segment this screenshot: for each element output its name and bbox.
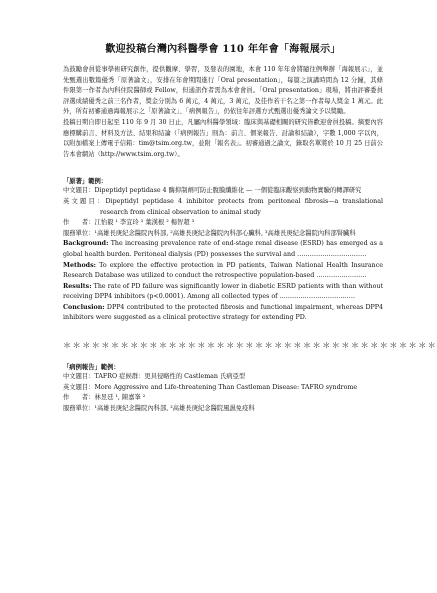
document-page (63, 34, 437, 414)
methods-label: Methods: (63, 261, 96, 269)
example1-en-label: 英文題目： (63, 197, 106, 205)
example1-units-row (63, 229, 383, 240)
example1-en-title-row (63, 197, 383, 218)
example2-unit-label: 服務單位： (63, 404, 95, 412)
example2-authors-row (63, 393, 383, 404)
example1-heading: 「原著」範例： (63, 178, 108, 186)
example2-en-label: 英文題目： (63, 383, 95, 391)
example1-results (63, 282, 383, 303)
intro-paragraph-1: 為鼓勵會員從事學術研究創作，提供觀摩、學習，及發表的園地，本會 110 年年會將隨往例舉辦「海報展示」，並先甄選出數篇優秀「原著論文」，安排在年會期間進行「Oral presentation」，每篇之演講時間為 12 分鐘，其條件限第一作者為內科住院醫師或 Fellow，但通訊作者需為本會會員。「Oral presentation」現場，將由評審委員評選成績優秀之前三名作者，獎金分別為 6 萬元，4 萬元，3 萬元，及佳作若干名之第一作者每人獎金 1 萬元。此外，所有初審通過海報展示之「原著論文」、「病例報告」，仍依往年評選方式甄選出優秀論文予以獎勵。 (63, 66, 383, 116)
example1-background (63, 239, 383, 260)
example1-en-title: Dipeptidyl peptidase 4 inhibitor protects from peritoneal fibrosis—a translational research from clinical observation to animal study (100, 197, 384, 216)
example2-zh-title-row (63, 372, 383, 383)
example1-units: ¹高雄長庚紀念醫院內科部, ²高雄長庚紀念醫院內科部心臟科, ³高雄長庚紀念醫院內科部腎臟科 (94, 229, 356, 237)
conclusion-label: Conclusion: (63, 303, 105, 311)
example2-units: ¹高雄長庚紀念醫院內科部, ²高雄長庚紀念醫院風濕免疫科 (94, 404, 255, 412)
original-article-example (63, 177, 383, 324)
conclusion-text: DPP4 contributed to the protected fibrosis and functional impairment, whereas DPP4 inhibitors were suggested as a clinical protective strategy for extending PD. (63, 303, 383, 322)
example1-methods (63, 261, 383, 282)
example2-en-title-row (63, 383, 383, 394)
example2-author-label: 作 者： (63, 394, 95, 402)
example1-conclusion (63, 303, 383, 324)
example2-en-title: More Aggressive and Life-threatening Than Castleman Disease: TAFRO syndrome (94, 383, 358, 391)
case-report-example (63, 363, 383, 414)
page-title: 歡迎投稿台灣內科醫學會 110 年年會「海報展示」 (105, 44, 341, 55)
separator-line: ＊＊＊＊＊＊＊＊＊＊＊＊＊＊＊＊＊＊＊＊＊＊＊＊＊＊＊＊＊＊＊＊＊＊＊＊＊＊＊ (63, 341, 437, 351)
example1-zh-title-row (63, 186, 383, 197)
example1-zh-title: Dipeptidyl peptidase 4 酶抑制劑可防止腹膜纖維化 — 一個從臨床觀察到動物實驗的轉譯研究 (94, 187, 362, 195)
example1-authors-row (63, 218, 383, 229)
example2-zh-title: TAFRO 症候群：更具侵略性的 Castleman 氏病亞型 (94, 373, 246, 381)
example2-zh-label: 中文題目： (63, 373, 95, 381)
example1-author-label: 作 者： (63, 219, 95, 227)
methods-text: To explore the effective protection in PD patients, Taiwan National Health Insurance Research Database was utilized to conduct the retrospective population-based …………………… (63, 261, 383, 280)
background-text: The increasing prevalence rate of end-stage renal disease (ESRD) has emerged as a global health burden. Peritoneal dialysis (PD) possesses the survival and …………………………… (63, 240, 383, 258)
example1-unit-label: 服務單位： (63, 229, 95, 237)
example2-heading: 「病例報告」範例： (63, 364, 120, 372)
intro-paragraph-2: 投稿日期自即日起至 110 年 9 月 30 日止，凡屬內科醫學領域：臨床與基礎相關的研究皆歡迎會員投稿。摘要內容應標購前言、材料及方法、結果和結論（「病例報告」則為：前言、個案報告、討論和結論），字數 1,000 字以內，以附加檔案上傳電子信箱：tim@tsim.org.tw，並附「報名表」。初審通過之論文，錄取名單將於 10 月 25 日前公告本會網站（http://www.tsim.org.tw）。 (63, 118, 383, 158)
example1-zh-label: 中文題目： (63, 187, 95, 195)
example1-authors: 江怡毅 ¹ 李宜玲 ² 葉漢根 ² 楊智超 ³ (94, 219, 195, 227)
example2-units-row (63, 404, 383, 415)
example2-authors: 林昱廷 ¹, 陳嘉峯 ² (94, 394, 146, 402)
background-label: Background: (63, 240, 109, 248)
results-text: The rate of PD failure was significantly lower in diabetic ESRD patients with than without receiving DPP4 inhibitors (p<0.0001). Among all collected types of ……………………………… (63, 282, 383, 301)
results-label: Results: (63, 282, 92, 290)
